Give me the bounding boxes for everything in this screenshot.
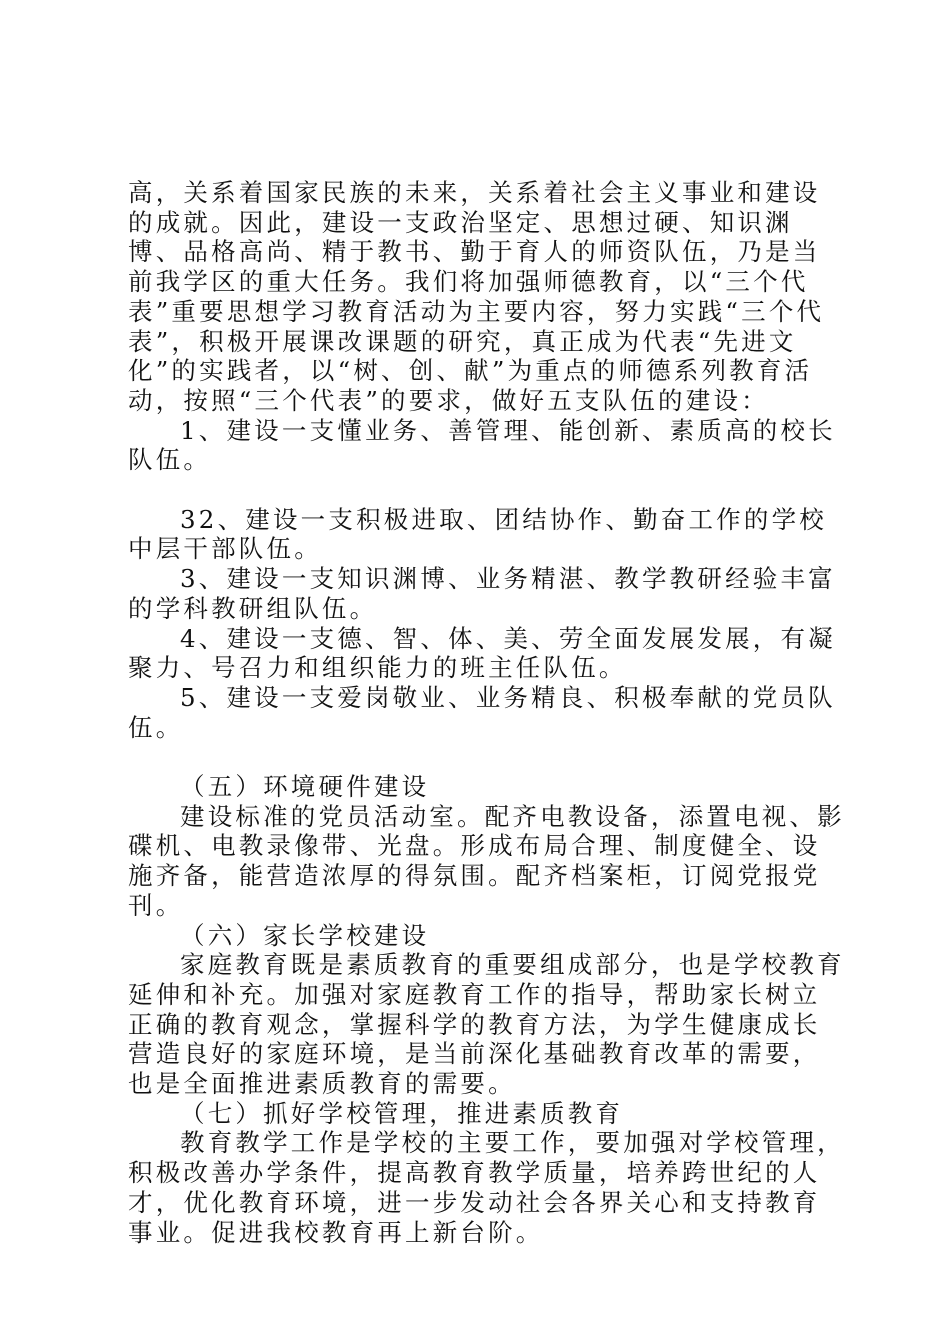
- paragraph-environment: 建设标准的党员活动室。配齐电教设备，添置电视、影碟机、电教录像带、光盘。形成布局合理、制度健全、设施齐备，能营造浓厚的得氛围。配齐档案柜，订阅党报党刊。: [128, 801, 845, 920]
- blank-line: [128, 742, 848, 772]
- section-heading-5: （五）环境硬件建设: [180, 772, 430, 802]
- paragraph-parent-school: 家庭教育既是素质教育的重要组成部分，也是学校教育延伸和补充。加强对家庭教育工作的指导，帮助家长树立正确的教育观念，掌握科学的教育方法，为学生健康成长营造良好的家庭环境，是当前深化基础教育改革的需要，也是全面推进素质教育的需要。: [128, 950, 845, 1099]
- blank-line: [128, 475, 848, 505]
- section-heading-7: （七）抓好学校管理，推进素质教育: [180, 1098, 624, 1128]
- paragraph-management: 教育教学工作是学校的主要工作，要加强对学校管理，积极改善办学条件，提高教育教学质量，培养跨世纪的人才，优化教育环境，进一步发动社会各界关心和支持教育事业。促进我校教育再上新台阶。: [128, 1128, 845, 1247]
- paragraph-item-4: 4、建设一支德、智、体、美、劳全面发展发展，有凝聚力、号召力和组织能力的班主任队伍。: [128, 623, 836, 683]
- paragraph-item-2: 32、建设一支积极进取、团结协作、勤奋工作的学校中层干部队伍。: [128, 504, 827, 564]
- paragraph-item-5: 5、建设一支爱岗敬业、业务精良、积极奉献的党员队伍。: [128, 682, 836, 742]
- document-body: [128, 178, 848, 1247]
- section-heading-6: （六）家长学校建设: [180, 920, 430, 950]
- paragraph-item-3: 3、建设一支知识渊博、业务精湛、教学教研经验丰富的学科教研组队伍。: [128, 564, 836, 623]
- paragraph-intro: 高，关系着国家民族的未来，关系着社会主义事业和建设的成就。因此，建设一支政治坚定、思想过硬、知识渊博、品格高尚、精于教书、勤于育人的师资队伍，乃是当前我学区的重大任务。我们将加强师德教育，以“三个代表”重要思想学习教育活动为主要内容，努力实践“三个代表”，积极开展课改课题的研究，真正成为代表“先进文化”的实践者，以“树、创、献”为重点的师德系列教育活动，按照“三个代表”的要求，做好五支队伍的建设：: [128, 178, 825, 415]
- paragraph-item-1: 1、建设一支懂业务、善管理、能创新、素质高的校长队伍。: [128, 415, 836, 475]
